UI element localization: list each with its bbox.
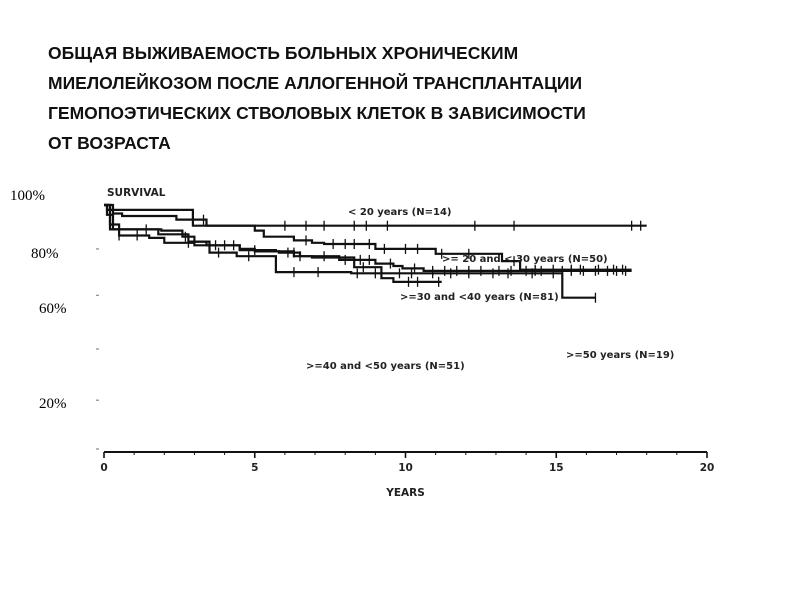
series-label-4: >=50 years (N=19) (566, 350, 675, 361)
series-label-0: < 20 years (N=14) (348, 207, 452, 218)
series-label-3: >=40 and <50 years (N=51) (306, 361, 465, 372)
x-tick-label-0: 0 (100, 462, 108, 474)
x-axis-title: YEARS (386, 487, 425, 499)
x-tick-label-15: 15 (548, 462, 564, 474)
chart-inner-title: SURVIVAL (107, 187, 166, 199)
pct-label-20: 20% (39, 396, 67, 412)
x-tick-label-10: 10 (398, 462, 413, 474)
series-label-1: >= 20 and < 30 years (N=50) (442, 254, 608, 265)
pct-label-80: 80% (31, 246, 59, 262)
title-line-4: ОТ ВОЗРАСТА (48, 133, 171, 153)
title-line-3: ГЕМОПОЭТИЧЕСКИХ СТВОЛОВЫХ КЛЕТОК В ЗАВИСИМОСТИ (48, 103, 586, 123)
x-tick-label-5: 5 (251, 462, 259, 474)
title-line-2: МИЕЛОЛЕЙКОЗОМ ПОСЛЕ АЛЛОГЕННОЙ ТРАНСПЛАНТАЦИИ (48, 73, 583, 93)
series-label-2: >=30 and <40 years (N=81) (400, 292, 559, 303)
x-tick-label-20: 20 (699, 462, 715, 474)
title-line-1: ОБЩАЯ ВЫЖИВАЕМОСТЬ БОЛЬНЫХ ХРОНИЧЕСКИМ (48, 43, 519, 63)
pct-label-100: 100% (10, 188, 45, 204)
pct-label-60: 60% (39, 301, 67, 317)
